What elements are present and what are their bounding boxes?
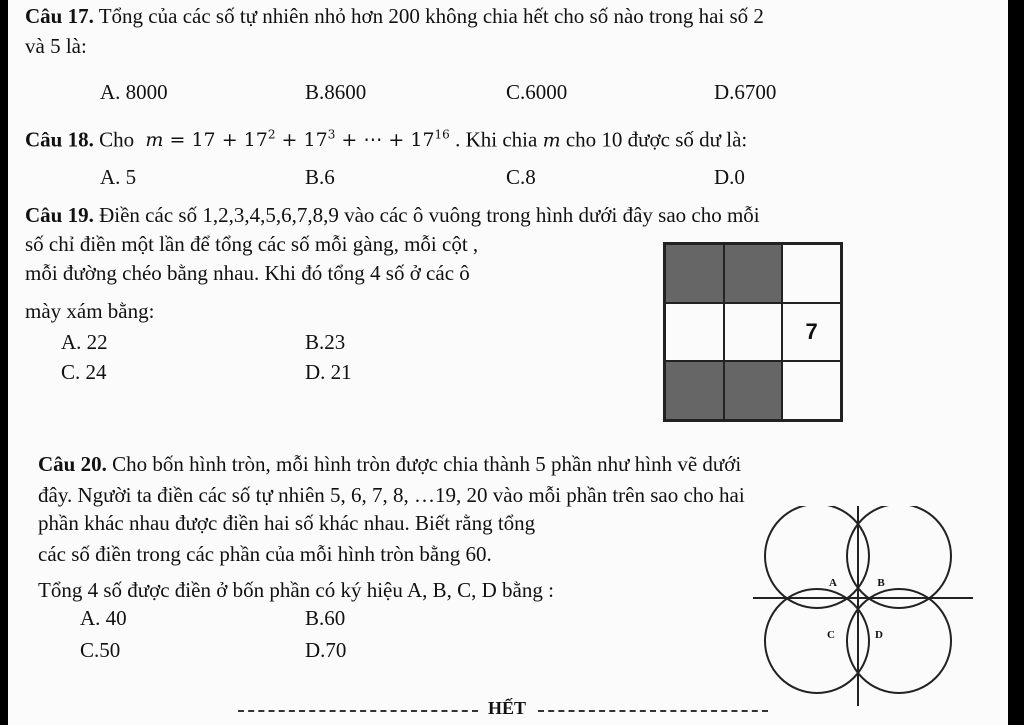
- q18-option-c: C.8: [506, 165, 536, 189]
- q19-text3: mỗi đường chéo bằng nhau. Khi đó tổng 4 số ở các ô: [25, 261, 470, 285]
- grid-cell: [724, 303, 783, 362]
- q18-option-b: B.6: [305, 165, 335, 189]
- grid-cell: [782, 361, 841, 420]
- q19-text1: Điền các số 1,2,3,4,5,6,7,8,9 vào các ô vuông trong hình dưới đây sao cho mỗi: [99, 203, 760, 227]
- q19-option-b: B.23: [305, 330, 346, 354]
- q20-option-c: C.50: [80, 638, 121, 662]
- q19-option-d: D. 21: [305, 360, 352, 384]
- q19-text4: mày xám bằng:: [25, 299, 155, 323]
- q17-label: Câu 17.: [25, 4, 94, 28]
- q18-pre: Cho: [99, 127, 135, 152]
- q20-label: Câu 20.: [38, 452, 107, 476]
- grid-cell-gray: [665, 361, 724, 420]
- circle-top-right: [847, 506, 951, 608]
- footer-text: HẾT: [488, 698, 527, 718]
- q17-option-d: D.6700: [714, 80, 777, 104]
- q18-option-a: A. 5: [100, 165, 137, 189]
- q20-text1: Cho bốn hình tròn, mỗi hình tròn được chia thành 5 phần như hình vẽ dưới: [112, 452, 742, 476]
- q17-line1: [25, 4, 764, 28]
- q18-option-d: D.0: [714, 165, 745, 189]
- grid-cell-seven: 7: [782, 303, 841, 362]
- q19-option-c: C. 24: [61, 360, 107, 384]
- region-label-a: A: [829, 577, 837, 589]
- grid-cell: [665, 303, 724, 362]
- q19-line1: [25, 203, 760, 227]
- q17-option-c: C.6000: [506, 80, 568, 104]
- q17-option-b: B.8600: [305, 80, 367, 104]
- q17-text1: Tổng của các số tự nhiên nhỏ hơn 200 không chia hết cho số nào trong hai số 2: [98, 4, 764, 28]
- q20-text4: các số điền trong các phần của mỗi hình tròn bằng 60.: [38, 542, 492, 566]
- q20-text5: Tổng 4 số được điền ở bốn phần có ký hiệu A, B, C, D bằng :: [38, 578, 554, 602]
- region-label-c: C: [827, 629, 835, 641]
- footer-dash-right: [538, 710, 768, 712]
- circle-bottom-left: [765, 589, 869, 693]
- q20-option-a: A. 40: [80, 606, 127, 630]
- document-page: [8, 0, 1008, 725]
- q18-after: . Khi chia: [455, 127, 538, 152]
- grid-cell-gray: [665, 244, 724, 303]
- circle-top-left: [765, 506, 869, 608]
- magic-square-grid: [663, 242, 843, 422]
- q20-text2: đây. Người ta điền các số tự nhiên 5, 6, 7, 8, …19, 20 vào mỗi phần trên sao cho hai: [38, 483, 745, 507]
- footer-dash-left: [238, 710, 478, 712]
- q17-text2: và 5 là:: [25, 34, 87, 58]
- q19-option-a: A. 22: [61, 330, 108, 354]
- q20-line1: [38, 452, 741, 476]
- q19-label: Câu 19.: [25, 203, 94, 227]
- grid-cell-gray: [724, 244, 783, 303]
- q20-text3: phần khác nhau được điền hai số khác nhau. Biết rằng tổng: [38, 511, 536, 535]
- q18-var: m: [542, 129, 561, 152]
- region-label-d: D: [875, 629, 883, 641]
- four-circles-diagram: [753, 506, 973, 706]
- q20-option-b: B.60: [305, 606, 346, 630]
- q20-option-d: D.70: [305, 638, 347, 662]
- q17-option-a: A. 8000: [100, 80, 168, 104]
- q18-formula: $m = 17 + 17^2 + 17^3$ + ⋯ + $17^{16}$: [139, 128, 450, 152]
- q18-line: [25, 123, 747, 152]
- q19-text2: số chỉ điền một lần để tổng các số mỗi gàng, mỗi cột ,: [25, 232, 479, 256]
- grid-cell-gray: [724, 361, 783, 420]
- end-marker: [238, 698, 768, 718]
- q18-label: Câu 18.: [25, 127, 94, 152]
- region-label-b: B: [877, 577, 885, 589]
- circle-bottom-right: [847, 589, 951, 693]
- grid-cell: [782, 244, 841, 303]
- q18-tail: cho 10 được số dư là:: [565, 127, 748, 152]
